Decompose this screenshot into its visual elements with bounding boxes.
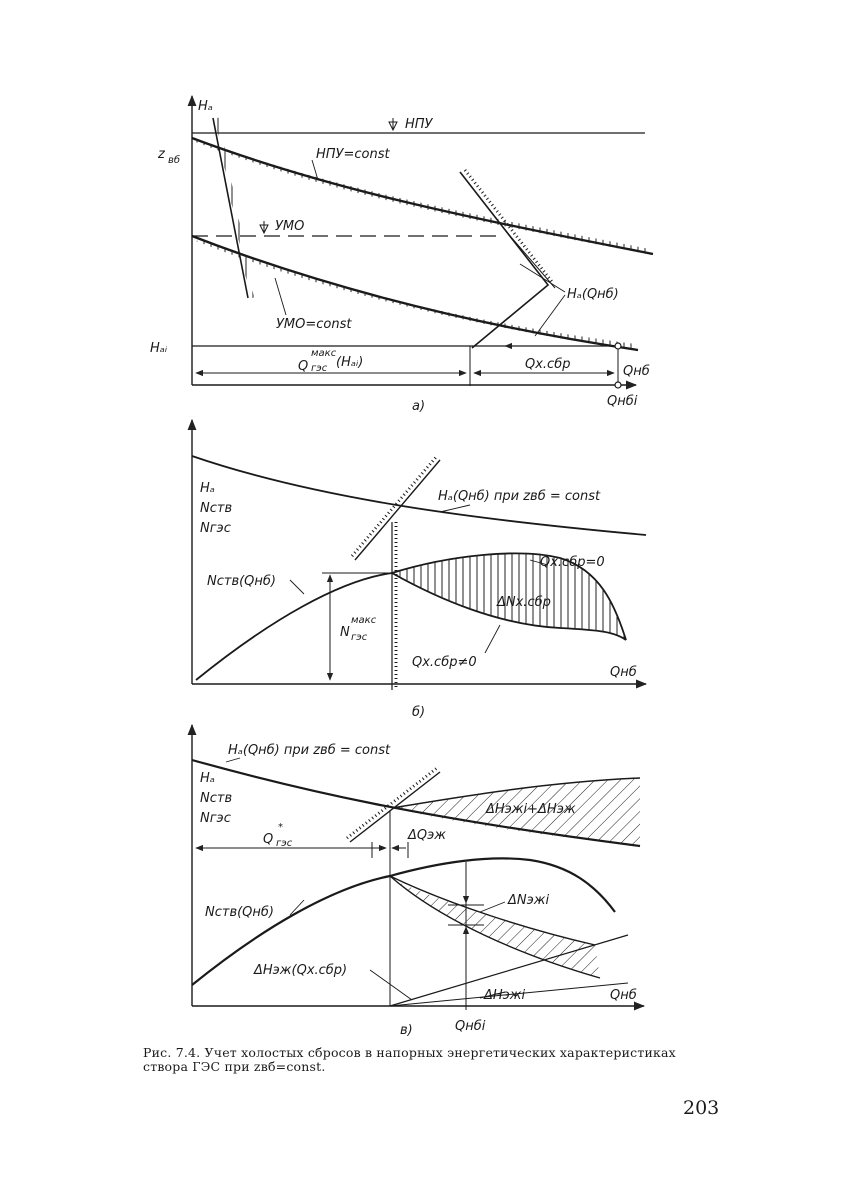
ha-q-label: Hₐ(Qнб) при zвб = const: [228, 743, 391, 758]
svg-text:макс: макс: [351, 615, 377, 626]
qnb-label: Qнб: [610, 988, 637, 1003]
dh-fn-label: ΔHэж(Qх.сбр): [254, 963, 348, 978]
svg-text:вб: вб: [168, 155, 181, 166]
zvb-label: z: [158, 147, 165, 162]
dnx-label: ΔNх.сбр: [497, 595, 551, 610]
dhi-label: ΔHэжi: [484, 988, 526, 1003]
npu-hatch: [193, 140, 652, 255]
umo-marker-icon: [260, 221, 268, 233]
panel-a-labels: [150, 99, 650, 414]
qges-star-label: Q: [263, 832, 274, 847]
nges-max-label: N: [340, 625, 350, 640]
qnb-label: Qнб: [610, 665, 637, 680]
ha-q-curve: [460, 172, 548, 348]
ha-label: Hₐ: [200, 771, 215, 786]
qnbi-label: Qнбi: [607, 394, 638, 409]
panel-b-letter: б): [412, 705, 426, 720]
npu-const-label: НПУ=const: [316, 147, 390, 162]
nstv-label: Nств: [200, 501, 233, 516]
qxne0-label: Qх.сбр≠0: [412, 655, 477, 670]
nges-label: Nгэс: [200, 521, 231, 536]
ha-q-label: Hₐ(Qнб) при zвб = const: [438, 489, 601, 504]
svg-text:гэс: гэс: [276, 838, 293, 849]
svg-text:*: *: [278, 822, 283, 833]
nstv-label: Nств: [200, 791, 233, 806]
umo-label: УМО: [275, 219, 305, 234]
svg-text:макс: макс: [311, 348, 337, 359]
panel-a-letter: а): [412, 399, 426, 414]
ha-hatch: [217, 118, 252, 298]
figure-caption: Рис. 7.4. Учет холостых сбросов в напорных энергетических характеристиках створа ГЭС при zвб=const.: [143, 1045, 676, 1074]
qnb-label: Qнб: [623, 364, 650, 379]
svg-text:(Hₐᵢ): (Hₐᵢ): [336, 355, 364, 370]
ha-label: Hₐ: [198, 99, 213, 114]
qxsbr-label: Qх.сбр: [525, 357, 571, 372]
svg-text:гэс: гэс: [351, 632, 368, 643]
ha-label: Hₐ: [200, 481, 215, 496]
qges-max-label: Q: [298, 359, 309, 374]
dn-label: ΔNэжi: [508, 893, 550, 908]
dh-sum-label: ΔHэжi+ΔHэж: [486, 802, 576, 817]
umo-const-label: УМО=const: [276, 317, 352, 332]
qx0-label: Qх.сбр=0: [540, 555, 605, 570]
dq-label: ΔQэж: [408, 828, 446, 843]
nstv-q-label: Nств(Qнб): [205, 905, 274, 920]
dn-hatch: [398, 882, 600, 978]
npu-label: НПУ: [405, 117, 433, 132]
nges-label: Nгэс: [200, 811, 231, 826]
qnbi-label: Qнбi: [455, 1019, 486, 1034]
hai-label: Hₐᵢ: [150, 341, 168, 356]
panel-c-letter: в): [400, 1023, 413, 1038]
nstv-q-label: Nств(Qнб): [207, 574, 276, 589]
page-number: 203: [683, 1097, 720, 1119]
npu-marker-icon: [389, 118, 397, 130]
panel-a: [192, 96, 653, 388]
nstv-curve: [196, 573, 392, 680]
ha-q-label: Hₐ(Qнб): [567, 287, 619, 302]
ha-line: [213, 118, 248, 298]
svg-text:гэс: гэс: [311, 363, 328, 374]
